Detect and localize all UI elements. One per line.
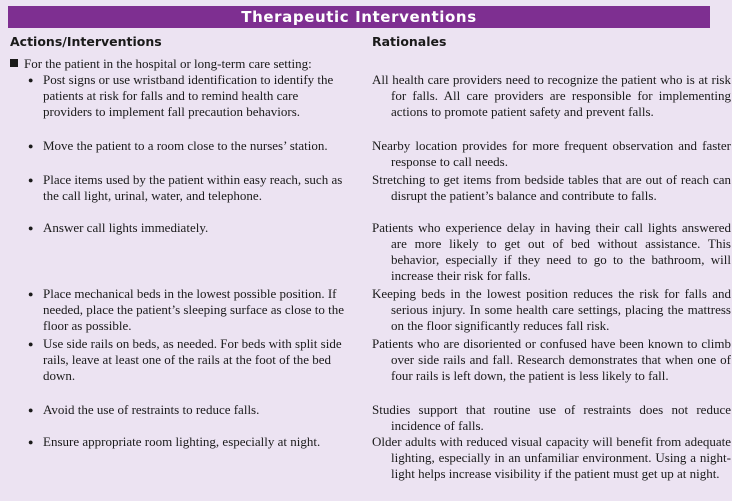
actions-column-header: Actions/Interventions [10, 34, 162, 49]
action-item-7 [28, 402, 350, 418]
intro-line [10, 56, 312, 72]
bullet-icon: ● [28, 437, 34, 447]
action-item-3 [28, 172, 350, 204]
square-bullet-icon [10, 59, 18, 67]
action-item-4 [28, 220, 350, 236]
rationale-7: Studies support that routine use of restraints does not reduce incidence of falls. [372, 402, 731, 433]
bullet-icon: ● [28, 75, 34, 85]
rationale-5: Keeping beds in the lowest position reduces the risk for falls and serious injury. In some health care settings, placing the mattress on the floor significantly reduces fall risk. [372, 286, 731, 333]
bullet-icon: ● [28, 175, 34, 185]
rationale-8: Older adults with reduced visual capacity will benefit from adequate lighting, especially in an unfamiliar environment. Using a night-light helps increase visibility if the patient must get up at night. [372, 434, 731, 481]
action-text: Place items used by the patient within easy reach, such as the call light, urinal, water, and telephone. [43, 172, 343, 203]
intro-text: For the patient in the hospital or long-term care setting: [24, 56, 312, 71]
action-text: Answer call lights immediately. [43, 220, 209, 235]
rationale-4: Patients who experience delay in having their call lights answered are more likely to get out of bed without assistance. This behavior, especially if they need to go to the bathroom, will increase their risk for falls. [372, 220, 731, 283]
action-text: Post signs or use wristband identification to identify the patients at risk for falls and to remind health care providers to implement fall precaution behaviors. [43, 72, 334, 119]
rationale-2: Nearby location provides for more frequent observation and faster response to call needs. [372, 138, 731, 169]
rationale-3: Stretching to get items from bedside tables that are out of reach can disrupt the patient’s balance and contribute to falls. [372, 172, 731, 203]
action-item-6 [28, 336, 350, 384]
action-item-1 [28, 72, 350, 120]
action-text: Use side rails on beds, as needed. For beds with split side rails, leave at least one of the rails at the foot of the bed down. [43, 336, 342, 383]
section-title: Therapeutic Interventions [8, 6, 710, 28]
action-item-5 [28, 286, 350, 334]
bullet-icon: ● [28, 339, 34, 349]
rationales-column-header: Rationales [372, 34, 447, 49]
action-text: Place mechanical beds in the lowest possible position. If needed, place the patient’s sleeping surface as close to the floor as possible. [43, 286, 345, 333]
bullet-icon: ● [28, 289, 34, 299]
action-text: Ensure appropriate room lighting, especially at night. [43, 434, 321, 449]
action-text: Avoid the use of restraints to reduce falls. [43, 402, 260, 417]
bullet-icon: ● [28, 223, 34, 233]
bullet-icon: ● [28, 405, 34, 415]
action-item-2 [28, 138, 350, 154]
action-text: Move the patient to a room close to the nurses’ station. [43, 138, 328, 153]
rationale-6: Patients who are disoriented or confused have been known to climb over side rails and fall. Research demonstrates that when one of four rails is left down, the patient is less likely to fall. [372, 336, 731, 383]
bullet-icon: ● [28, 141, 34, 151]
rationale-1: All health care providers need to recognize the patient who is at risk for falls. All care providers are responsible for implementing actions to promote patient safety and prevent falls. [372, 72, 731, 119]
action-item-8 [28, 434, 350, 450]
